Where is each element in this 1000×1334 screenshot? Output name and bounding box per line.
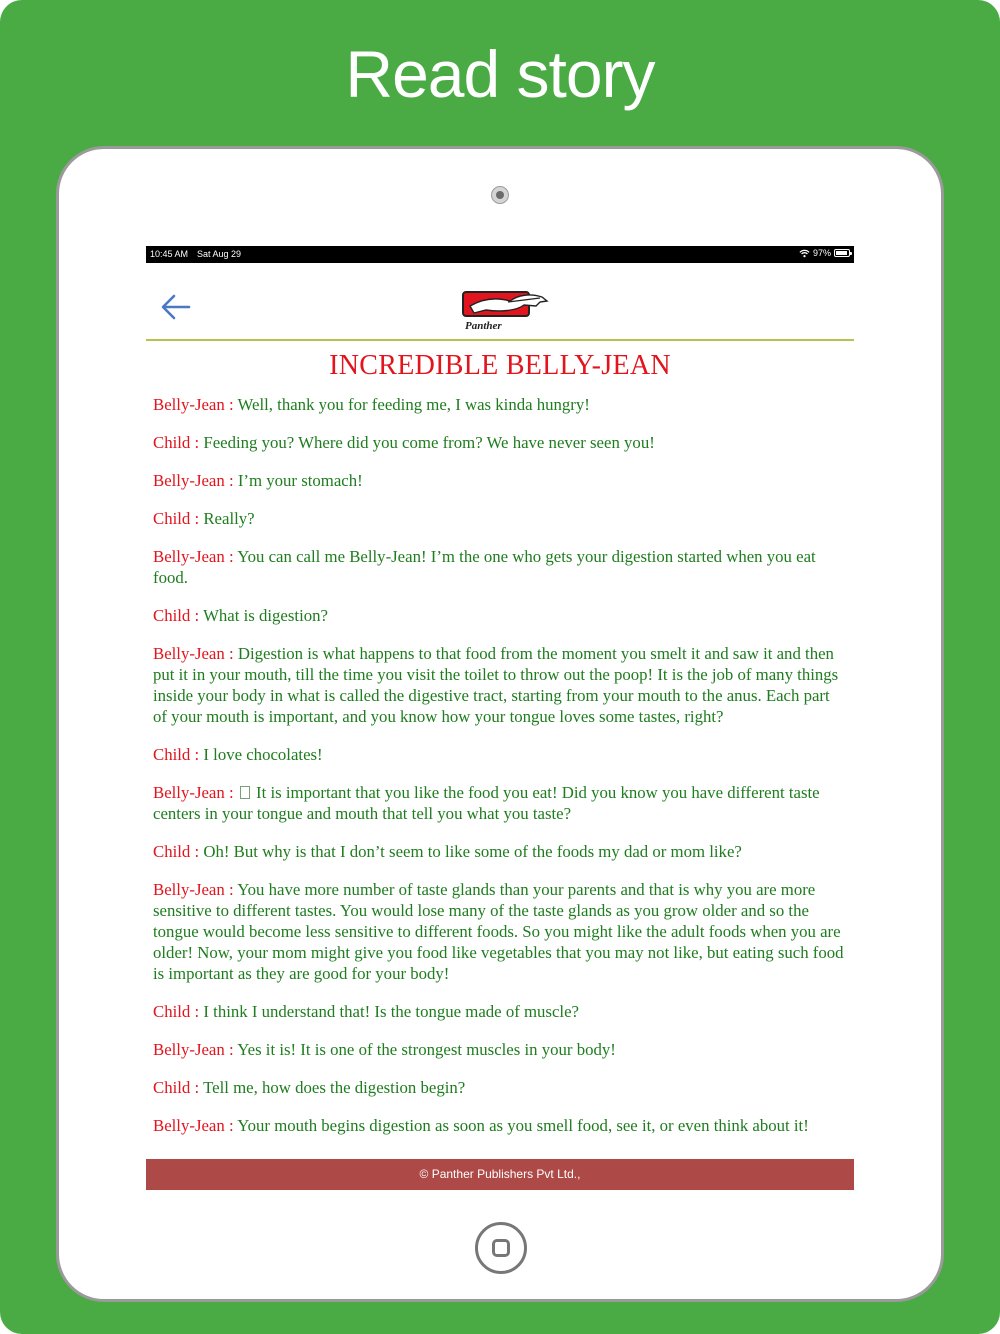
dialogue-line — [153, 841, 847, 862]
speaker-name: Belly-Jean : — [153, 1040, 234, 1059]
speaker-name: Child : — [153, 509, 200, 528]
story-title: INCREDIBLE BELLY-JEAN — [329, 350, 671, 381]
dialogue-text: Oh! But why is that I don’t seem to like some of the foods my dad or mom like? — [199, 842, 742, 861]
back-arrow-icon[interactable] — [160, 293, 192, 321]
svg-text:Panther: Panther — [465, 320, 502, 332]
dialogue-line — [153, 546, 847, 588]
dialogue-line — [153, 744, 847, 765]
dialogue-text: Your mouth begins digestion as soon as you smell food, see it, or even think about it! — [233, 1116, 809, 1135]
speaker-name: Child : — [153, 745, 200, 764]
dialogue-list — [146, 394, 854, 1136]
dialogue-line — [153, 643, 847, 727]
dialogue-line — [153, 470, 847, 491]
dialogue-text: Feeding you? Where did you come from? We have never seen you! — [199, 433, 655, 452]
speaker-name: Child : — [153, 433, 200, 452]
dialogue-text: You can call me Belly-Jean! I’m the one who gets your digestion started when you eat food. — [153, 547, 816, 587]
dialogue-line — [153, 605, 847, 626]
speaker-name: Belly-Jean : — [153, 471, 234, 490]
dialogue-line — [153, 879, 847, 984]
dialogue-text: I’m your stomach! — [233, 471, 363, 490]
app-header — [146, 263, 854, 341]
dialogue-line — [153, 394, 847, 415]
speaker-name: Belly-Jean : — [153, 783, 234, 802]
dialogue-line — [153, 432, 847, 453]
speaker-name: Belly-Jean : — [153, 1116, 234, 1135]
promo-title: Read story — [345, 37, 655, 111]
battery-icon — [834, 249, 850, 257]
dialogue-line — [153, 1039, 847, 1060]
missing-glyph-icon — [240, 786, 250, 799]
panther-logo — [460, 289, 550, 333]
speaker-name: Child : — [153, 842, 200, 861]
speaker-name: Child : — [153, 606, 200, 625]
speaker-name: Belly-Jean : — [153, 644, 234, 663]
home-square-icon — [492, 1239, 510, 1257]
status-bar — [146, 246, 854, 263]
dialogue-text: I love chocolates! — [199, 745, 323, 764]
story-content[interactable] — [146, 341, 854, 1159]
app-screen — [146, 246, 854, 1190]
dialogue-text: Digestion is what happens to that food from the moment you smelt it and saw it and then put it in your mouth, till the time you visit the toilet to throw out the poop! It is the job of many things inside your body in what is called the digestive tract, starting from your mouth to the anus. Each part of your mouth is important, and you know how your tongue loves some tastes, right? — [153, 644, 839, 726]
dialogue-text: Well, thank you for feeding me, I was kinda hungry! — [233, 395, 590, 414]
status-date: Sat Aug 29 — [197, 249, 242, 259]
dialogue-line — [153, 1077, 847, 1098]
dialogue-line — [153, 1001, 847, 1022]
speaker-name: Belly-Jean : — [153, 547, 234, 566]
footer-copyright: © Panther Publishers Pvt Ltd., — [146, 1159, 854, 1190]
dialogue-text: Yes it is! It is one of the strongest muscles in your body! — [233, 1040, 616, 1059]
speaker-name: Belly-Jean : — [153, 395, 234, 414]
status-time: 10:45 AM — [150, 249, 189, 259]
speaker-name: Child : — [153, 1078, 200, 1097]
dialogue-text: It is important that you like the food you eat! Did you know you have different taste centers in your tongue and mouth that tell you what you taste? — [153, 783, 820, 823]
dialogue-line — [153, 1115, 847, 1136]
battery-percent: 97% — [812, 248, 831, 258]
speaker-name: Child : — [153, 1002, 200, 1021]
dialogue-text: What is digestion? — [199, 606, 328, 625]
status-right — [799, 248, 850, 258]
dialogue-text: Really? — [199, 509, 255, 528]
camera-icon — [491, 186, 509, 204]
dialogue-line — [153, 782, 847, 824]
dialogue-text: I think I understand that! Is the tongue made of muscle? — [199, 1002, 579, 1021]
dialogue-text: Tell me, how does the digestion begin? — [199, 1078, 466, 1097]
dialogue-line — [153, 508, 847, 529]
wifi-icon — [799, 249, 810, 258]
speaker-name: Belly-Jean : — [153, 880, 234, 899]
dialogue-text: You have more number of taste glands than your parents and that is why you are more sensitive to different tastes. You would lose many of the taste glands as you grow older and so the tongue would become less sensitive to different foods. So you might like the adult foods when you are older! Now, your mom might give you food like vegetables that you may not like, but eating such food is important as they are good for your body! — [153, 880, 844, 983]
home-button[interactable] — [475, 1222, 527, 1274]
